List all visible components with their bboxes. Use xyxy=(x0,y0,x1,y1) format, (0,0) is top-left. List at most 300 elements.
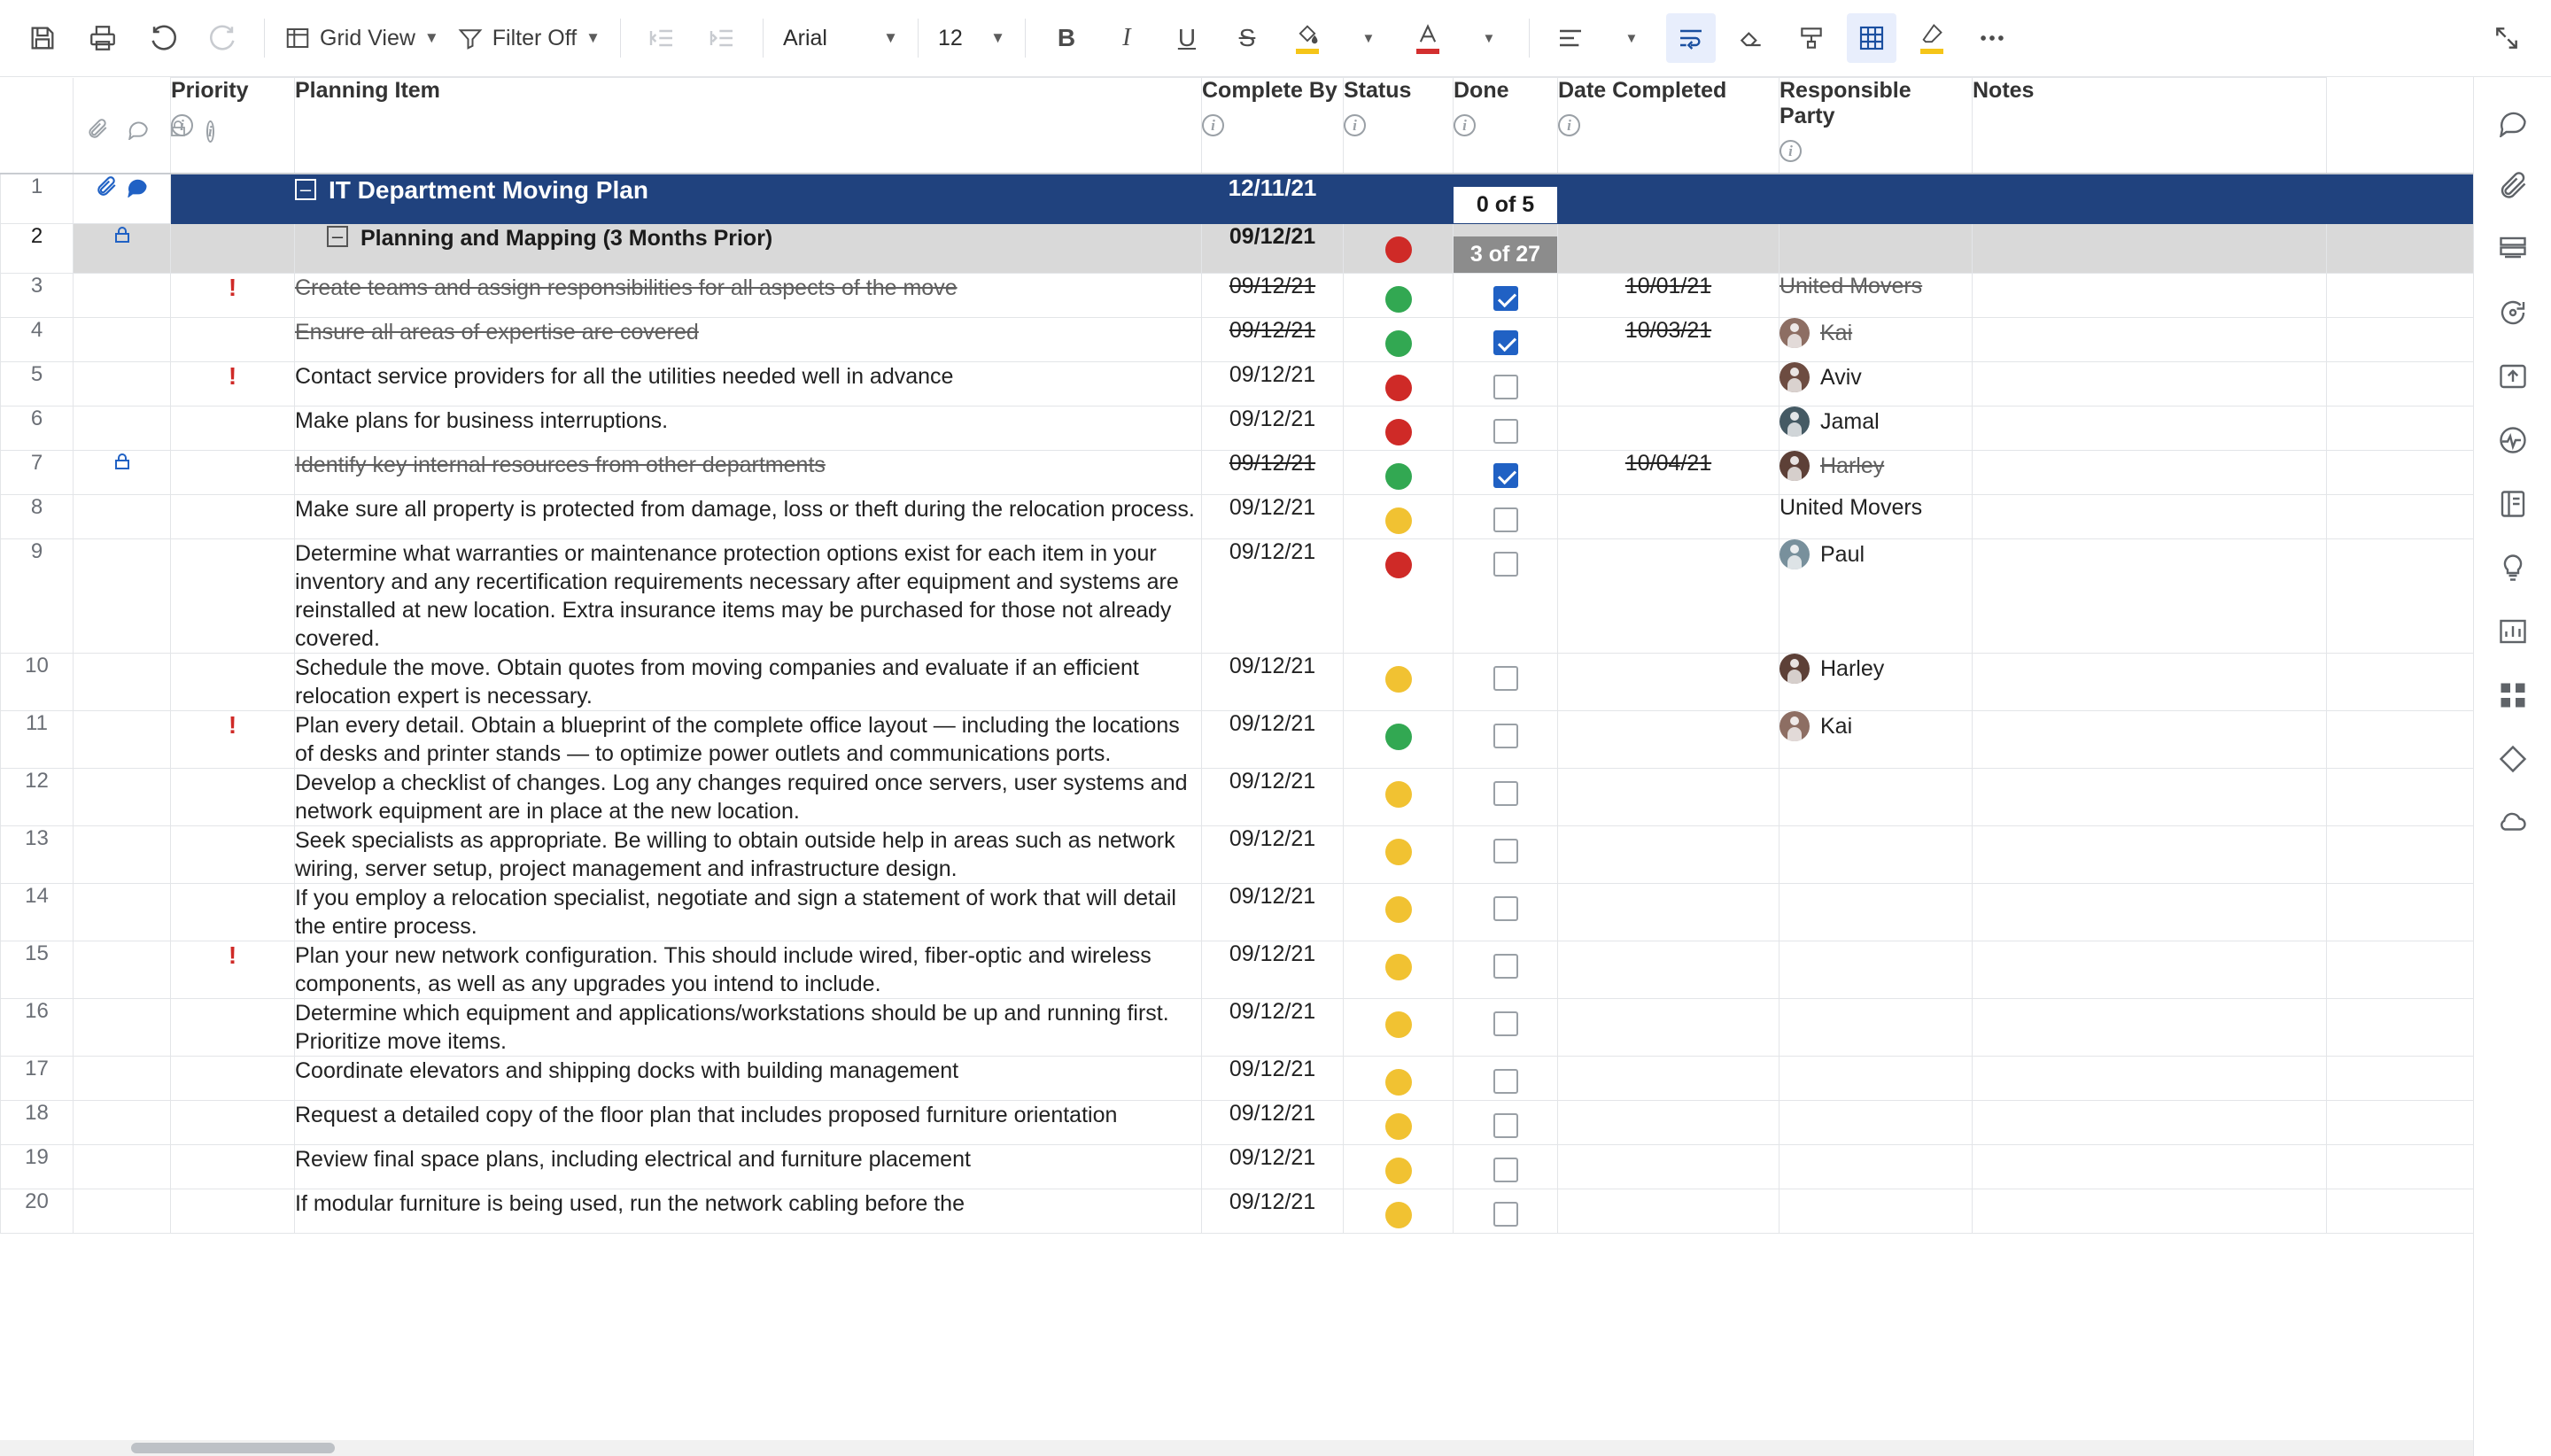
notes-cell[interactable] xyxy=(1973,710,2327,768)
priority-cell[interactable] xyxy=(171,825,295,883)
status-dot-yellow[interactable] xyxy=(1385,1202,1412,1228)
text-color-caret[interactable]: ▼ xyxy=(1482,30,1496,46)
status-dot-yellow[interactable] xyxy=(1385,781,1412,808)
row-indicators[interactable] xyxy=(74,174,171,224)
planning-item-cell[interactable] xyxy=(295,1100,1202,1144)
status-dot-green[interactable] xyxy=(1385,330,1412,357)
notes-cell[interactable] xyxy=(1973,317,2327,361)
priority-cell[interactable] xyxy=(171,883,295,941)
notes-cell[interactable] xyxy=(1973,1056,2327,1100)
header-planning-item[interactable] xyxy=(295,78,1202,174)
notes-cell[interactable] xyxy=(1973,883,2327,941)
status-dot-yellow[interactable] xyxy=(1385,839,1412,865)
done-cell[interactable] xyxy=(1454,1144,1558,1189)
table-row[interactable] xyxy=(1,653,2474,710)
table-row[interactable] xyxy=(1,538,2474,653)
publish-icon[interactable] xyxy=(2486,345,2539,408)
row-number[interactable]: 11 xyxy=(1,710,74,768)
summary-icon[interactable] xyxy=(2486,472,2539,536)
font-size-select[interactable] xyxy=(929,13,1014,63)
priority-cell[interactable] xyxy=(171,768,295,825)
priority-cell[interactable] xyxy=(171,1100,295,1144)
complete-by-cell[interactable]: 09/12/21 xyxy=(1202,361,1344,406)
header-complete-by[interactable] xyxy=(1202,78,1344,174)
table-row[interactable] xyxy=(1,1189,2474,1233)
row-number[interactable]: 6 xyxy=(1,406,74,450)
responsible-party-cell[interactable] xyxy=(1779,710,1973,768)
format-painter-icon[interactable] xyxy=(1787,13,1836,63)
status-cell[interactable] xyxy=(1344,1056,1454,1100)
row-indicators[interactable] xyxy=(74,883,171,941)
row-number[interactable]: 20 xyxy=(1,1189,74,1233)
complete-by-cell[interactable]: 09/12/21 xyxy=(1202,1056,1344,1100)
status-dot-green[interactable] xyxy=(1385,286,1412,313)
done-checkbox[interactable] xyxy=(1493,1158,1518,1182)
done-checkbox[interactable] xyxy=(1493,896,1518,921)
table-row[interactable] xyxy=(1,1056,2474,1100)
collapse-toggle[interactable]: – xyxy=(327,226,348,247)
fill-color-caret[interactable]: ▼ xyxy=(1361,30,1376,46)
responsible-party-cell[interactable] xyxy=(1779,941,1973,998)
priority-cell[interactable] xyxy=(171,494,295,538)
responsible-party-cell[interactable] xyxy=(1779,317,1973,361)
row-number[interactable]: 3 xyxy=(1,273,74,317)
priority-cell[interactable] xyxy=(171,998,295,1056)
complete-by-cell[interactable]: 09/12/21 xyxy=(1202,223,1344,273)
status-dot-green[interactable] xyxy=(1385,463,1412,490)
done-cell[interactable] xyxy=(1454,223,1558,273)
planning-item-cell[interactable] xyxy=(295,223,1202,273)
activity-log-icon[interactable] xyxy=(2486,408,2539,472)
status-cell[interactable] xyxy=(1344,273,1454,317)
priority-flag-icon[interactable]: ! xyxy=(228,941,237,969)
planning-item-cell[interactable] xyxy=(295,317,1202,361)
info-icon[interactable]: i xyxy=(171,114,193,136)
row-indicators[interactable] xyxy=(74,825,171,883)
done-cell[interactable] xyxy=(1454,174,1558,224)
proofs-icon[interactable] xyxy=(2486,217,2539,281)
date-completed-cell[interactable] xyxy=(1558,361,1779,406)
done-checkbox[interactable] xyxy=(1493,419,1518,444)
date-completed-cell[interactable] xyxy=(1558,174,1779,224)
notes-cell[interactable] xyxy=(1973,1144,2327,1189)
done-cell[interactable] xyxy=(1454,1056,1558,1100)
planning-item-cell[interactable] xyxy=(295,941,1202,998)
table-row[interactable] xyxy=(1,998,2474,1056)
table-row[interactable] xyxy=(1,450,2474,494)
planning-item-cell[interactable] xyxy=(295,494,1202,538)
save-icon[interactable] xyxy=(18,13,67,63)
row-indicators[interactable] xyxy=(74,768,171,825)
responsible-party-cell[interactable] xyxy=(1779,825,1973,883)
status-dot-yellow[interactable] xyxy=(1385,1113,1412,1140)
italic-button[interactable] xyxy=(1102,13,1151,63)
status-cell[interactable] xyxy=(1344,1144,1454,1189)
planning-item-cell[interactable] xyxy=(295,998,1202,1056)
notes-cell[interactable] xyxy=(1973,998,2327,1056)
complete-by-cell[interactable]: 09/12/21 xyxy=(1202,494,1344,538)
complete-by-cell[interactable]: 09/12/21 xyxy=(1202,538,1344,653)
date-completed-cell[interactable] xyxy=(1558,710,1779,768)
status-dot-yellow[interactable] xyxy=(1385,1011,1412,1038)
row-indicators[interactable] xyxy=(74,406,171,450)
date-completed-cell[interactable] xyxy=(1558,653,1779,710)
done-cell[interactable] xyxy=(1454,653,1558,710)
priority-cell[interactable] xyxy=(171,223,295,273)
attachment-icon[interactable] xyxy=(95,186,118,201)
done-cell[interactable] xyxy=(1454,317,1558,361)
status-dot-yellow[interactable] xyxy=(1385,1069,1412,1096)
underline-button[interactable] xyxy=(1162,13,1212,63)
done-cell[interactable] xyxy=(1454,998,1558,1056)
status-cell[interactable] xyxy=(1344,174,1454,224)
responsible-party-cell[interactable] xyxy=(1779,768,1973,825)
planning-item-cell[interactable] xyxy=(295,1056,1202,1100)
complete-by-cell[interactable]: 09/12/21 xyxy=(1202,1144,1344,1189)
table-row[interactable] xyxy=(1,273,2474,317)
complete-by-cell[interactable]: 09/12/21 xyxy=(1202,450,1344,494)
notes-cell[interactable] xyxy=(1973,450,2327,494)
filter-dropdown[interactable] xyxy=(448,13,609,63)
responsible-party-cell[interactable] xyxy=(1779,223,1973,273)
status-cell[interactable] xyxy=(1344,825,1454,883)
table-row[interactable] xyxy=(1,710,2474,768)
date-completed-cell[interactable] xyxy=(1558,998,1779,1056)
row-number[interactable]: 9 xyxy=(1,538,74,653)
collapse-toggle[interactable]: – xyxy=(295,179,316,200)
date-completed-cell[interactable]: 10/04/21 xyxy=(1558,450,1779,494)
complete-by-cell[interactable]: 09/12/21 xyxy=(1202,1189,1344,1233)
status-cell[interactable] xyxy=(1344,361,1454,406)
info-icon[interactable]: i xyxy=(1202,114,1224,136)
attachments-icon[interactable] xyxy=(2486,153,2539,217)
align-icon[interactable] xyxy=(1546,13,1595,63)
responsible-party-cell[interactable] xyxy=(1779,1189,1973,1233)
done-cell[interactable] xyxy=(1454,1100,1558,1144)
row-indicators[interactable] xyxy=(74,273,171,317)
done-cell[interactable] xyxy=(1454,710,1558,768)
responsible-party-cell[interactable] xyxy=(1779,998,1973,1056)
complete-by-cell[interactable]: 09/12/21 xyxy=(1202,825,1344,883)
complete-by-cell[interactable]: 09/12/21 xyxy=(1202,768,1344,825)
done-cell[interactable] xyxy=(1454,361,1558,406)
row-number[interactable]: 5 xyxy=(1,361,74,406)
notes-cell[interactable] xyxy=(1973,768,2327,825)
done-checkbox[interactable] xyxy=(1493,1202,1518,1227)
priority-cell[interactable] xyxy=(171,941,295,998)
done-checkbox[interactable] xyxy=(1493,463,1518,488)
responsible-party-cell[interactable] xyxy=(1779,450,1973,494)
done-cell[interactable] xyxy=(1454,406,1558,450)
planning-item-cell[interactable] xyxy=(295,710,1202,768)
priority-cell[interactable] xyxy=(171,174,295,224)
info-icon[interactable]: i xyxy=(1779,140,1802,162)
done-checkbox[interactable] xyxy=(1493,286,1518,311)
planning-item-cell[interactable] xyxy=(295,450,1202,494)
notes-cell[interactable] xyxy=(1973,223,2327,273)
redo-icon[interactable] xyxy=(198,13,248,63)
priority-cell[interactable] xyxy=(171,361,295,406)
info-icon[interactable]: i xyxy=(1344,114,1366,136)
table-row[interactable] xyxy=(1,1144,2474,1189)
responsible-party-cell[interactable] xyxy=(1779,273,1973,317)
done-cell[interactable] xyxy=(1454,273,1558,317)
header-status[interactable] xyxy=(1344,78,1454,174)
done-cell[interactable] xyxy=(1454,825,1558,883)
clear-format-icon[interactable] xyxy=(1726,13,1776,63)
notes-cell[interactable] xyxy=(1973,941,2327,998)
planning-item-cell[interactable] xyxy=(295,1189,1202,1233)
status-cell[interactable] xyxy=(1344,317,1454,361)
table-row[interactable] xyxy=(1,941,2474,998)
status-cell[interactable] xyxy=(1344,223,1454,273)
status-dot-green[interactable] xyxy=(1385,724,1412,750)
done-cell[interactable] xyxy=(1454,494,1558,538)
print-icon[interactable] xyxy=(78,13,128,63)
header-done[interactable] xyxy=(1454,78,1558,174)
responsible-party-cell[interactable] xyxy=(1779,361,1973,406)
notes-cell[interactable] xyxy=(1973,494,2327,538)
notes-cell[interactable] xyxy=(1973,825,2327,883)
planning-item-cell[interactable] xyxy=(295,538,1202,653)
status-dot-red[interactable] xyxy=(1385,236,1412,263)
row-indicators[interactable] xyxy=(74,361,171,406)
priority-cell[interactable] xyxy=(171,538,295,653)
date-completed-cell[interactable] xyxy=(1558,223,1779,273)
date-completed-cell[interactable] xyxy=(1558,1100,1779,1144)
row-number[interactable]: 10 xyxy=(1,653,74,710)
priority-cell[interactable] xyxy=(171,273,295,317)
status-dot-red[interactable] xyxy=(1385,552,1412,578)
responsible-party-cell[interactable] xyxy=(1779,538,1973,653)
done-checkbox[interactable] xyxy=(1493,330,1518,355)
row-indicators[interactable] xyxy=(74,1100,171,1144)
status-dot-yellow[interactable] xyxy=(1385,896,1412,923)
row-number[interactable]: 2 xyxy=(1,223,74,273)
row-indicators[interactable] xyxy=(74,450,171,494)
priority-flag-icon[interactable]: ! xyxy=(228,273,237,301)
status-dot-red[interactable] xyxy=(1385,419,1412,445)
notes-cell[interactable] xyxy=(1973,273,2327,317)
planning-item-cell[interactable] xyxy=(295,653,1202,710)
fill-color-button[interactable] xyxy=(1283,13,1332,63)
date-completed-cell[interactable] xyxy=(1558,1056,1779,1100)
responsible-party-cell[interactable] xyxy=(1779,406,1973,450)
done-checkbox[interactable] xyxy=(1493,724,1518,748)
status-cell[interactable] xyxy=(1344,494,1454,538)
row-indicators[interactable] xyxy=(74,998,171,1056)
responsible-party-cell[interactable] xyxy=(1779,1056,1973,1100)
date-completed-cell[interactable] xyxy=(1558,538,1779,653)
row-number[interactable]: 18 xyxy=(1,1100,74,1144)
info-icon[interactable]: i xyxy=(206,120,214,143)
status-dot-red[interactable] xyxy=(1385,375,1412,401)
responsible-party-cell[interactable] xyxy=(1779,883,1973,941)
date-completed-cell[interactable] xyxy=(1558,1189,1779,1233)
date-completed-cell[interactable] xyxy=(1558,825,1779,883)
text-color-button[interactable] xyxy=(1403,13,1453,63)
done-cell[interactable] xyxy=(1454,768,1558,825)
increase-indent-icon[interactable] xyxy=(697,13,747,63)
status-cell[interactable] xyxy=(1344,883,1454,941)
row-indicators[interactable] xyxy=(74,653,171,710)
status-cell[interactable] xyxy=(1344,538,1454,653)
priority-cell[interactable] xyxy=(171,710,295,768)
header-responsible-party[interactable] xyxy=(1779,78,1973,174)
info-icon[interactable]: i xyxy=(1558,114,1580,136)
responsible-party-cell[interactable] xyxy=(1779,494,1973,538)
planning-item-cell[interactable] xyxy=(295,825,1202,883)
complete-by-cell[interactable]: 09/12/21 xyxy=(1202,1100,1344,1144)
notes-cell[interactable] xyxy=(1973,1189,2327,1233)
priority-cell[interactable] xyxy=(171,1189,295,1233)
undo-icon[interactable] xyxy=(138,13,188,63)
planning-item-cell[interactable] xyxy=(295,174,1202,224)
row-number[interactable]: 7 xyxy=(1,450,74,494)
reports-icon[interactable] xyxy=(2486,600,2539,663)
planning-item-cell[interactable] xyxy=(295,883,1202,941)
done-checkbox[interactable] xyxy=(1493,552,1518,577)
priority-cell[interactable] xyxy=(171,653,295,710)
header-date-completed[interactable] xyxy=(1558,78,1779,174)
priority-flag-icon[interactable]: ! xyxy=(228,361,237,390)
horizontal-scrollbar[interactable] xyxy=(0,1440,2473,1456)
responsible-party-cell[interactable] xyxy=(1779,1144,1973,1189)
done-checkbox[interactable] xyxy=(1493,1069,1518,1094)
decrease-indent-icon[interactable] xyxy=(637,13,686,63)
table-row[interactable] xyxy=(1,223,2474,273)
status-dot-yellow[interactable] xyxy=(1385,954,1412,980)
table-row[interactable] xyxy=(1,768,2474,825)
done-checkbox[interactable] xyxy=(1493,781,1518,806)
row-number[interactable]: 15 xyxy=(1,941,74,998)
highlights-icon[interactable] xyxy=(2486,536,2539,600)
status-dot-yellow[interactable] xyxy=(1385,666,1412,693)
date-completed-cell[interactable]: 10/01/21 xyxy=(1558,273,1779,317)
complete-by-cell[interactable]: 09/12/21 xyxy=(1202,406,1344,450)
more-options-icon[interactable] xyxy=(1967,13,2017,63)
done-checkbox[interactable] xyxy=(1493,507,1518,532)
priority-cell[interactable] xyxy=(171,1056,295,1100)
notes-cell[interactable] xyxy=(1973,406,2327,450)
date-completed-cell[interactable] xyxy=(1558,1144,1779,1189)
done-checkbox[interactable] xyxy=(1493,666,1518,691)
conversations-icon[interactable] xyxy=(2486,89,2539,153)
row-indicators[interactable] xyxy=(74,317,171,361)
table-row[interactable] xyxy=(1,1100,2474,1144)
status-dot-yellow[interactable] xyxy=(1385,1158,1412,1184)
strikethrough-button[interactable] xyxy=(1222,13,1272,63)
borders-icon[interactable] xyxy=(1847,13,1896,63)
table-row[interactable] xyxy=(1,317,2474,361)
header-priority[interactable] xyxy=(171,78,295,174)
planning-item-cell[interactable] xyxy=(295,273,1202,317)
priority-cell[interactable] xyxy=(171,450,295,494)
apps-icon[interactable] xyxy=(2486,663,2539,727)
responsible-party-cell[interactable] xyxy=(1779,1100,1973,1144)
scrollbar-thumb[interactable] xyxy=(131,1443,335,1453)
row-indicators[interactable] xyxy=(74,941,171,998)
row-number[interactable]: 8 xyxy=(1,494,74,538)
planning-item-cell[interactable] xyxy=(295,361,1202,406)
date-completed-cell[interactable] xyxy=(1558,768,1779,825)
date-completed-cell[interactable] xyxy=(1558,941,1779,998)
row-number[interactable]: 17 xyxy=(1,1056,74,1100)
date-completed-cell[interactable] xyxy=(1558,494,1779,538)
comment-icon[interactable] xyxy=(126,186,149,201)
status-dot-yellow[interactable] xyxy=(1385,507,1412,534)
row-number[interactable]: 13 xyxy=(1,825,74,883)
row-number[interactable]: 19 xyxy=(1,1144,74,1189)
date-completed-cell[interactable] xyxy=(1558,883,1779,941)
row-indicators[interactable] xyxy=(74,494,171,538)
table-row[interactable] xyxy=(1,825,2474,883)
row-indicators[interactable] xyxy=(74,710,171,768)
table-row[interactable] xyxy=(1,406,2474,450)
done-checkbox[interactable] xyxy=(1493,1113,1518,1138)
status-cell[interactable] xyxy=(1344,1189,1454,1233)
collapse-toolbar-icon[interactable] xyxy=(2482,13,2532,63)
planning-item-cell[interactable] xyxy=(295,1144,1202,1189)
complete-by-cell[interactable]: 09/12/21 xyxy=(1202,653,1344,710)
notes-cell[interactable] xyxy=(1973,653,2327,710)
row-indicators[interactable] xyxy=(74,1056,171,1100)
priority-flag-icon[interactable]: ! xyxy=(228,710,237,739)
done-checkbox[interactable] xyxy=(1493,839,1518,864)
status-cell[interactable] xyxy=(1344,450,1454,494)
cloud-icon[interactable] xyxy=(2486,791,2539,855)
row-indicators[interactable] xyxy=(74,1144,171,1189)
integrations-icon[interactable] xyxy=(2486,727,2539,791)
update-requests-icon[interactable] xyxy=(2486,281,2539,345)
header-select-all[interactable] xyxy=(1,78,74,174)
done-cell[interactable] xyxy=(1454,1189,1558,1233)
row-indicators[interactable] xyxy=(74,1189,171,1233)
date-completed-cell[interactable]: 10/03/21 xyxy=(1558,317,1779,361)
row-indicators[interactable] xyxy=(74,223,171,273)
table-row[interactable] xyxy=(1,361,2474,406)
complete-by-cell[interactable]: 09/12/21 xyxy=(1202,883,1344,941)
row-number[interactable]: 12 xyxy=(1,768,74,825)
done-cell[interactable] xyxy=(1454,538,1558,653)
highlighter-icon[interactable] xyxy=(1907,13,1957,63)
notes-cell[interactable] xyxy=(1973,1100,2327,1144)
status-cell[interactable] xyxy=(1344,710,1454,768)
priority-cell[interactable] xyxy=(171,1144,295,1189)
font-family-select[interactable] xyxy=(774,13,907,63)
status-cell[interactable] xyxy=(1344,1100,1454,1144)
table-row[interactable] xyxy=(1,883,2474,941)
done-checkbox[interactable] xyxy=(1493,1011,1518,1036)
bold-button[interactable] xyxy=(1042,13,1091,63)
row-number[interactable]: 16 xyxy=(1,998,74,1056)
grid-view-dropdown[interactable] xyxy=(275,13,448,63)
row-number[interactable]: 1 xyxy=(1,174,74,224)
notes-cell[interactable] xyxy=(1973,174,2327,224)
date-completed-cell[interactable] xyxy=(1558,406,1779,450)
done-checkbox[interactable] xyxy=(1493,954,1518,979)
info-icon[interactable]: i xyxy=(1454,114,1476,136)
table-row[interactable] xyxy=(1,174,2474,224)
status-cell[interactable] xyxy=(1344,406,1454,450)
status-cell[interactable] xyxy=(1344,998,1454,1056)
priority-cell[interactable] xyxy=(171,406,295,450)
done-cell[interactable] xyxy=(1454,941,1558,998)
align-caret[interactable]: ▼ xyxy=(1624,30,1639,46)
complete-by-cell[interactable]: 09/12/21 xyxy=(1202,998,1344,1056)
status-cell[interactable] xyxy=(1344,768,1454,825)
header-notes[interactable] xyxy=(1973,78,2327,174)
